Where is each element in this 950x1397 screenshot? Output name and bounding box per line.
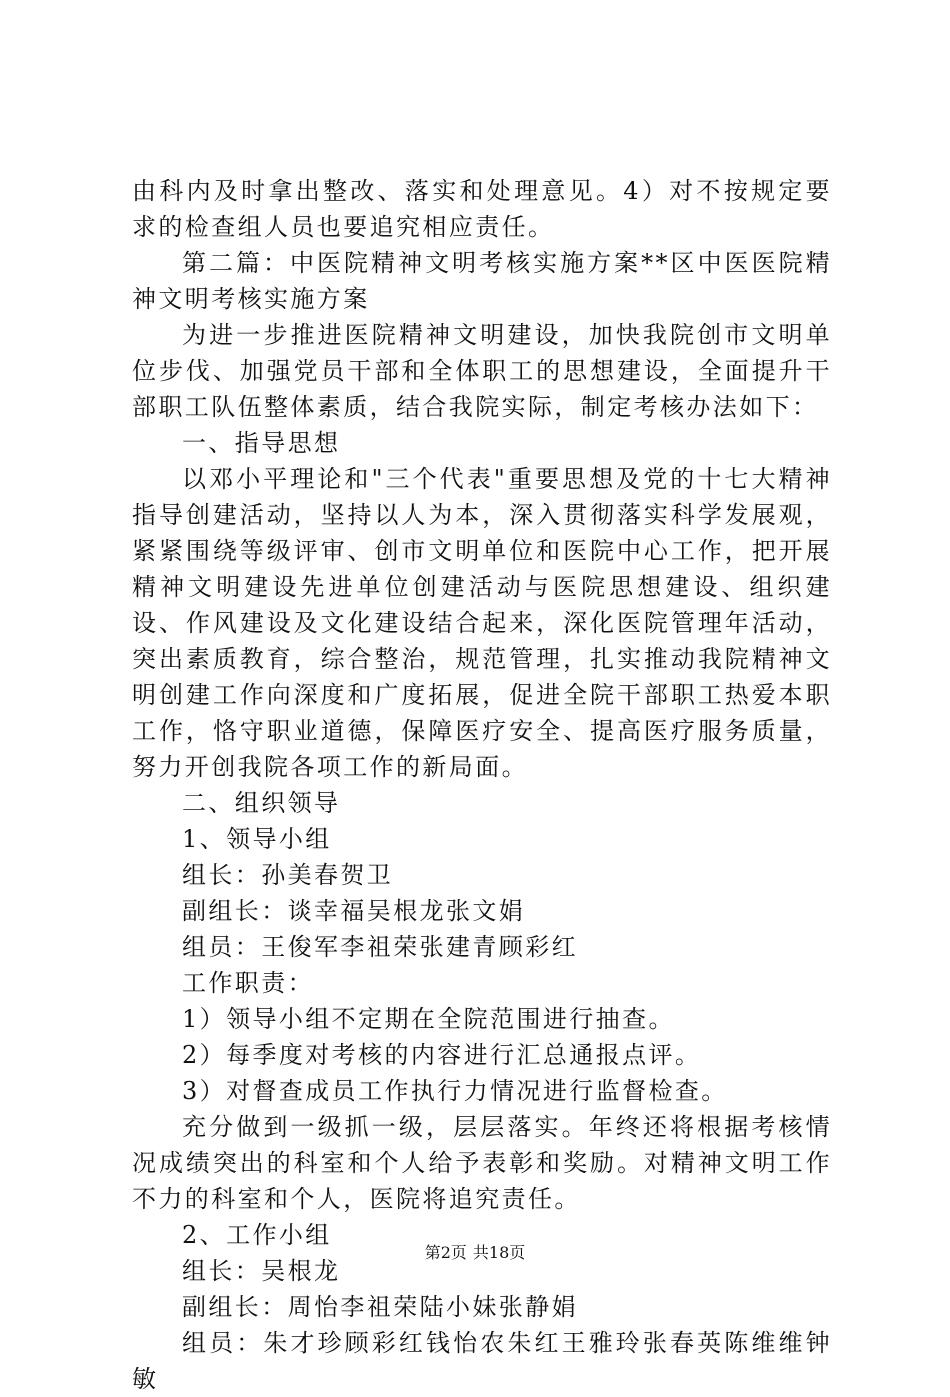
- list-item: 2）每季度对考核的内容进行汇总通报点评。: [182, 1041, 702, 1069]
- paragraph-heading-part-two: 第二篇：中医院精神文明考核实施方案**区中医医院精神文明考核实施方案: [132, 249, 832, 313]
- section-heading-organization: 二、组织领导: [182, 789, 341, 817]
- list-heading-duties: 工作职责：: [182, 969, 314, 997]
- document-body: [132, 173, 832, 1397]
- paragraph: 以邓小平理论和"三个代表"重要思想及党的十七大精神指导创建活动，坚持以人为本，深入贯彻落实科学发展观，紧紧围绕等级评审、创市文明单位和医院中心工作，把开展精神文明建设先进单位创建活动与医院思想建设、组织建设、作风建设及文化建设结合起来，深化医院管理年活动，突出素质教育，综合整治，规范管理，扎实推动我院精神文明创建工作向深度和广度拓展，促进全院干部职工热爱本职工作，恪守职业道德，保障医疗安全、提高医疗服务质量，努力开创我院各项工作的新局面。: [132, 465, 832, 781]
- list-item: 1）领导小组不定期在全院范围进行抽查。: [182, 1005, 675, 1033]
- list-item: 组长：吴根龙: [182, 1257, 341, 1285]
- list-item: 组长：孙美春贺卫: [182, 861, 394, 889]
- section-heading-guiding-thought: 一、指导思想: [182, 429, 341, 457]
- list-item: 组员：王俊军李祖荣张建青顾彩红: [182, 933, 578, 961]
- page-total: 共18页: [472, 1243, 526, 1262]
- paragraph: 充分做到一级抓一级，层层落实。年终还将根据考核情况成绩突出的科室和个人给予表彰和奖励。对精神文明工作不力的科室和个人，医院将追究责任。: [132, 1113, 832, 1213]
- list-item: 副组长：谈幸福吴根龙张文娟: [182, 897, 526, 925]
- list-item: 3）对督查成员工作执行力情况进行监督检查。: [182, 1077, 728, 1105]
- list-item: 副组长：周怡李祖荣陆小妹张静娟: [182, 1293, 578, 1321]
- paragraph: 为进一步推进医院精神文明建设，加快我院创市文明单位步伐、加强党员干部和全体职工的思想建设，全面提升干部职工队伍整体素质，结合我院实际，制定考核办法如下：: [132, 321, 832, 421]
- page-footer: [0, 1243, 950, 1263]
- paragraph: 由科内及时拿出整改、落实和处理意见。4）对不按规定要求的检查组人员也要追究相应责任。: [132, 177, 832, 241]
- subsection-heading-leading-group: 1、领导小组: [182, 825, 332, 853]
- page-number: 第2页: [424, 1243, 467, 1262]
- subsection-heading-working-group: 2、工作小组: [182, 1221, 332, 1249]
- list-item: 组员：朱才珍顾彩红钱怡农朱红王雅玲张春英陈维维钟敏: [132, 1329, 832, 1393]
